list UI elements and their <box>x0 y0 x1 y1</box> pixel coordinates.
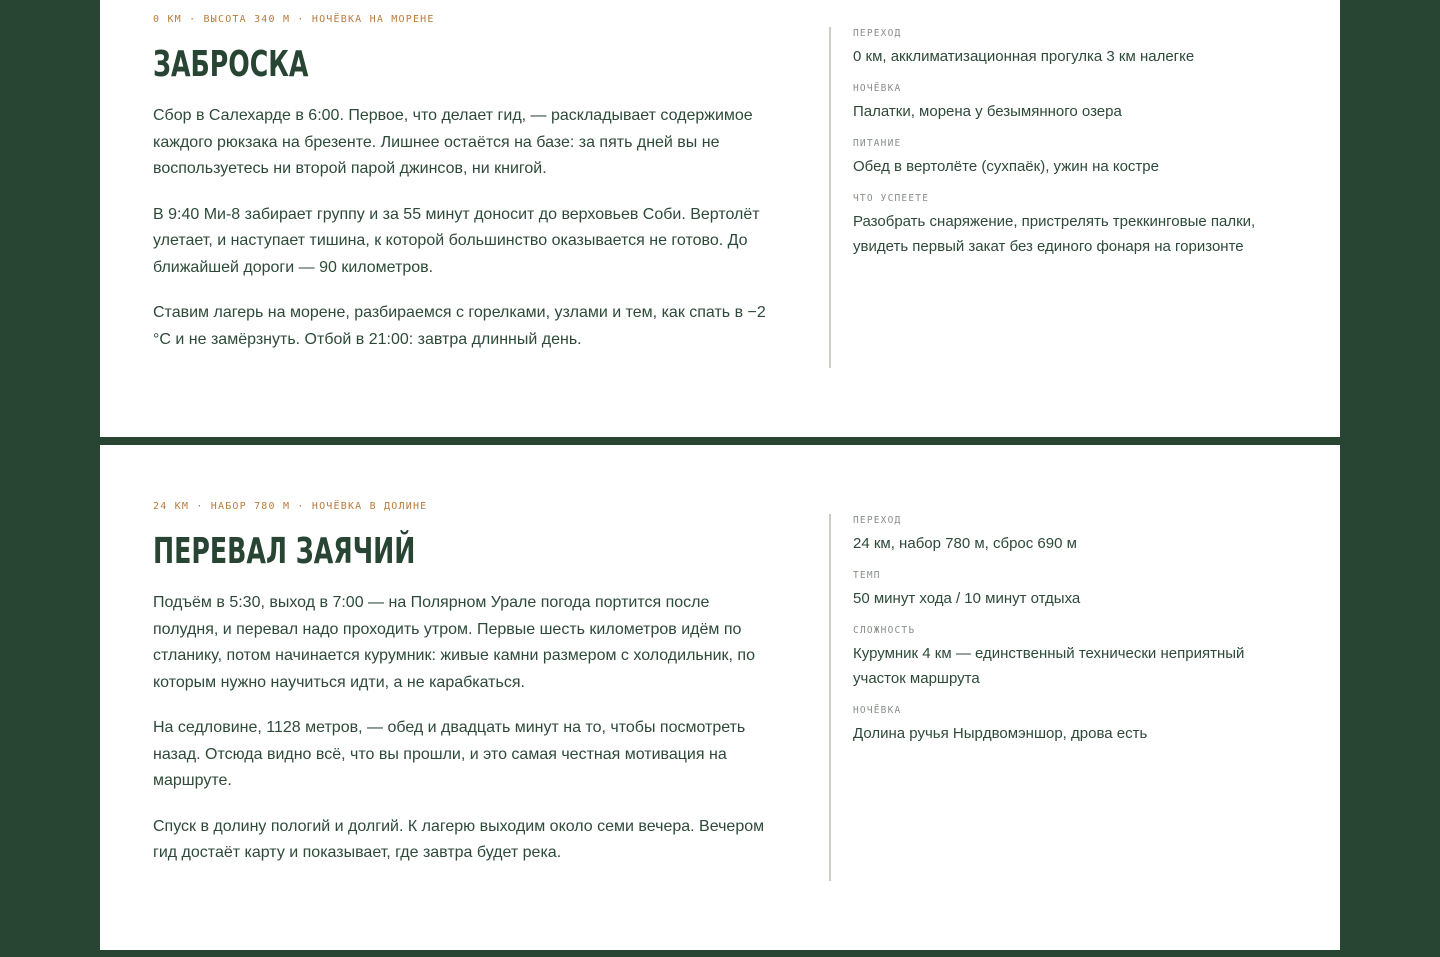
day-main-column <box>153 500 778 886</box>
day-main-column <box>153 13 778 372</box>
day-paragraph: На седловине, 1128 метров, — обед и двадцать минут на то, чтобы посмотреть назад. Отсюда видно всё, что вы прошли, и это самая честная мотивация на маршруте. <box>153 719 746 789</box>
fact-label: НОЧЁВКА <box>853 705 902 716</box>
fact-value: Обед в вертолёте (сухпаёк), ужин на костре <box>853 158 1159 175</box>
fact-label: ТЕМП <box>853 570 881 581</box>
fact-value: 0 км, акклиматизационная прогулка 3 км налегке <box>853 48 1195 65</box>
fact-item <box>853 27 1279 69</box>
day-paragraph: Спуск в долину пологий и долгий. К лагерю выходим около семи вечера. Вечером гид достаёт карту и показывает, где завтра будет река. <box>153 817 765 861</box>
fact-value: Долина ручья Ныpдвомэншор, дрова есть <box>853 725 1148 742</box>
day-card-zabroska <box>100 0 1340 437</box>
day-title: ЗАБРОСКА <box>153 44 309 85</box>
day-card-pereval-zayachiy <box>100 445 1340 950</box>
fact-label: СЛОЖНОСТЬ <box>853 625 916 636</box>
fact-value: Палатки, морена у безымянного озера <box>853 103 1122 120</box>
fact-item <box>853 704 1279 746</box>
day-facts-sidebar <box>829 514 1279 881</box>
fact-label: ПИТАНИЕ <box>853 138 902 149</box>
day-meta-line: 24 КМ · НАБОР 780 М · НОЧЁВКА В ДОЛИНЕ <box>153 501 428 512</box>
day-paragraph: Подъём в 5:30, выход в 7:00 — на Полярном Урале погода портится после полудня, и перевал надо проходить утром. Первые шесть километров идём по стланику, потом начинается курумник: живые камни размером с холодильник, по которым нужно научиться идти, а не карабкаться. <box>153 594 755 691</box>
day-paragraph: В 9:40 Ми-8 забирает группу и за 55 минут доносит до верховьев Соби. Вертолёт улетает, и наступает тишина, к которой большинство оказывается не готово. До ближайшей дороги — 90 километров. <box>153 205 760 276</box>
fact-label: ЧТО УСПЕЕТЕ <box>853 193 930 204</box>
day-description <box>153 103 778 353</box>
fact-item <box>853 514 1279 556</box>
day-facts-sidebar <box>829 27 1279 368</box>
day-title: ПЕРЕВАЛ ЗАЯЧИЙ <box>153 531 416 572</box>
day-paragraph: Ставим лагерь на морене, разбираемся с горелками, узлами и тем, как спать в −2 °C и не замёрзнуть. Отбой в 21:00: завтра длинный день. <box>153 304 766 348</box>
fact-item <box>853 82 1279 124</box>
fact-value: Курумник 4 км — единственный технически неприятный участок маршрута <box>853 645 1245 687</box>
fact-item <box>853 569 1279 611</box>
fact-value: 24 км, набор 780 м, сброс 690 м <box>853 535 1077 552</box>
fact-item <box>853 192 1279 259</box>
fact-value: 50 минут хода / 10 минут отдыха <box>853 590 1081 607</box>
fact-label: ПЕРЕХОД <box>853 515 902 526</box>
fact-label: НОЧЁВКА <box>853 83 902 94</box>
fact-value: Разобрать снаряжение, пристрелять треккинговые палки, увидеть первый закат без единого фонаря на горизонте <box>853 213 1256 255</box>
day-description <box>153 590 778 867</box>
day-meta-line: 0 КМ · ВЫСОТА 340 М · НОЧЁВКА НА МОРЕНЕ <box>153 14 435 25</box>
day-paragraph: Сбор в Салехарде в 6:00. Первое, что делает гид, — раскладывает содержимое каждого рюкзака на брезенте. Лишнее остаётся на базе: за пять дней вы не воспользуетесь ни второй парой джинсов, ни книгой. <box>153 107 753 177</box>
fact-item <box>853 624 1279 691</box>
fact-label: ПЕРЕХОД <box>853 28 902 39</box>
fact-item <box>853 137 1279 179</box>
